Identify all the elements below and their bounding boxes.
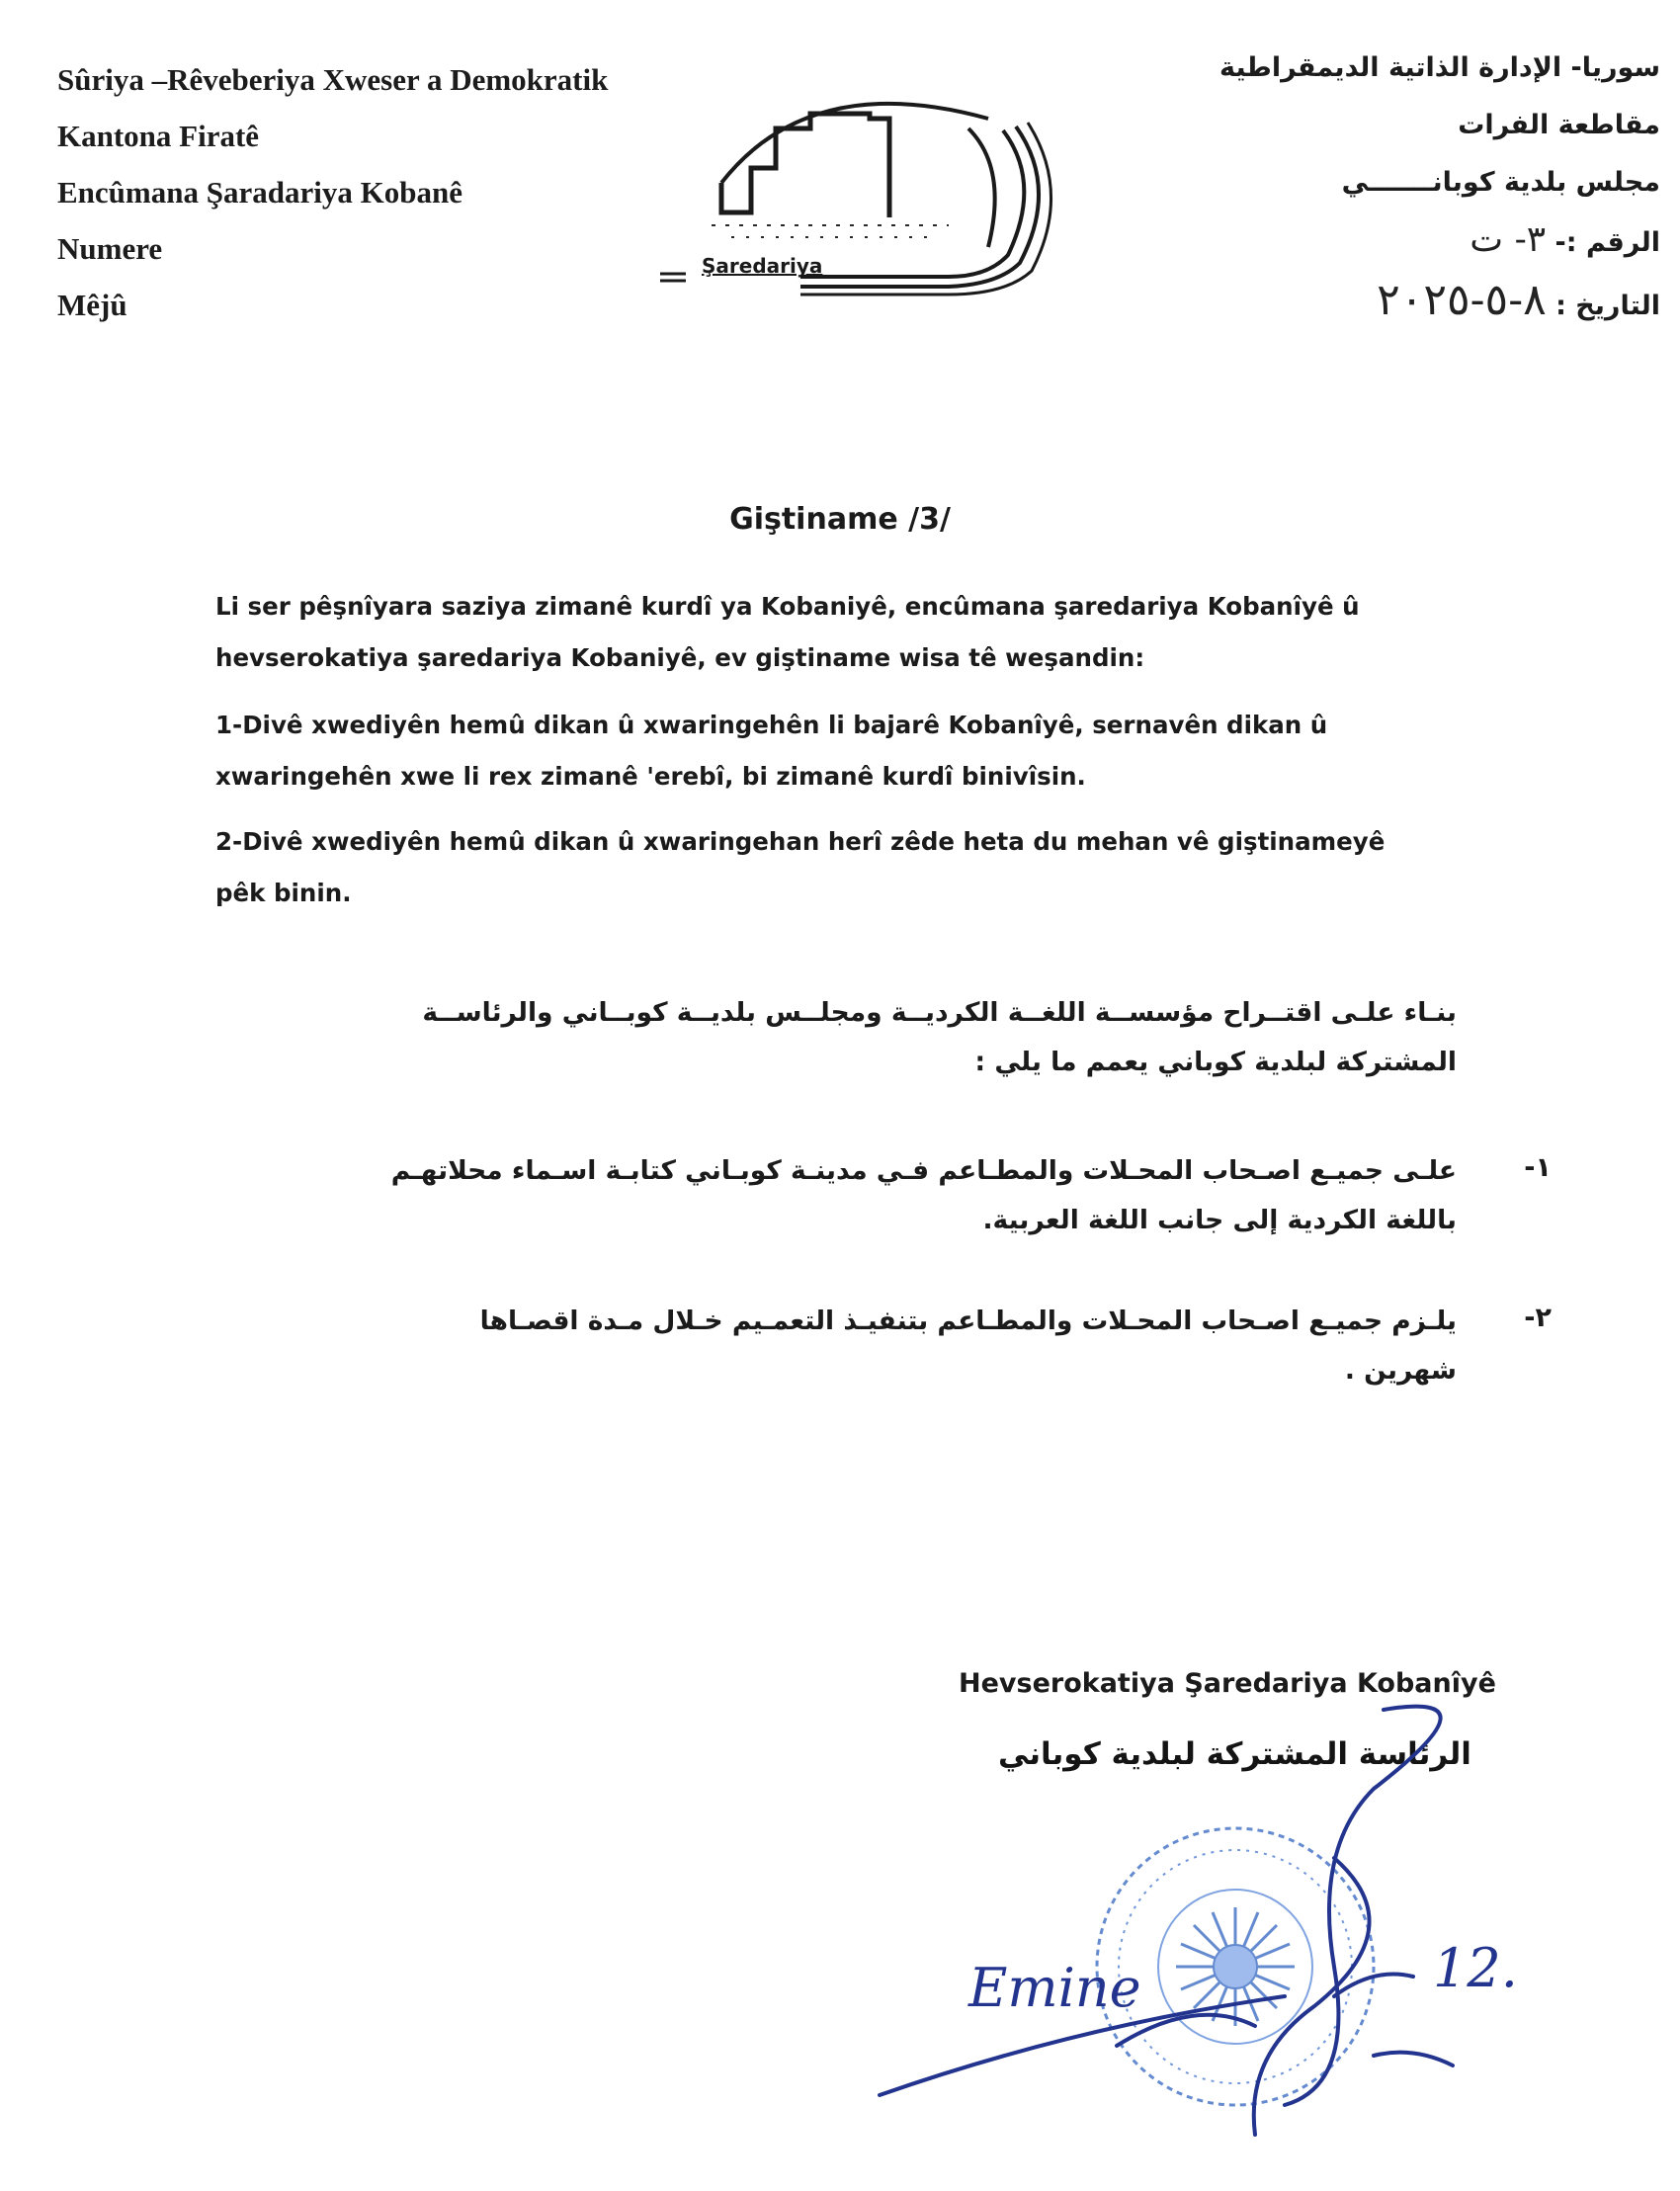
arabic-item-1 (192, 1146, 1457, 1245)
arabic-item2-line1: يلـزم جميـع اصـحاب المحـلات والمطـاعم بتنفيـذ التعمـيم خـلال مـدة اقصـاها (479, 1306, 1457, 1336)
header-right-country: سوريا- الإدارة الذاتية الديمقراطية (1219, 52, 1660, 83)
header-left-date-label: Mêjû (57, 288, 127, 322)
signature-title-kurdish: Hevserokatiya Şaredariya Kobanîyê (959, 1668, 1496, 1699)
kurdish-intro (215, 581, 1500, 684)
header-right-date-row (1107, 272, 1660, 335)
arabic-item1-line2: باللغة الكردية إلى جانب اللغة العربية. (982, 1205, 1457, 1235)
handwritten-name: Emine (968, 1957, 1141, 2019)
header-right-number-label: الرقم :- (1554, 227, 1660, 258)
kurdish-item2-line2: pêk binin. (215, 879, 352, 907)
kurdish-item2-line1: 2-Divê xwediyên hemû dikan û xwaringehan herî zêde heta du mehan vê giştinameyê (215, 827, 1386, 856)
kurdish-item1-line2: xwaringehên xwe li rex zimanê 'erebî, bi zimanê kurdî binivîsin. (215, 762, 1086, 791)
arabic-intro-line2: المشتركة لبلدية كوباني يعمم ما يلي : (974, 1047, 1457, 1077)
header-left-number-label: Numere (57, 231, 163, 266)
kurdish-intro-line2: hevserokatiya şaredariya Kobaniyê, ev giştiname wisa tê weşandin: (215, 643, 1145, 672)
header-right-number-row (1107, 211, 1660, 272)
header-left-canton: Kantona Firatê (57, 119, 260, 153)
arabic-item1-line1: علـى جميـع اصـحاب المحـلات والمطـاعم فـي مدينـة كوبـاني كتابـة اسـماء محلاتهـم (390, 1155, 1457, 1186)
header-right-council: مجلس بلدية كوبانـــــــي (1341, 167, 1660, 198)
header-right-date-value: ٨-٥-٢٠٢٥ (1377, 275, 1547, 325)
arabic-item1-number: ١- (1524, 1152, 1552, 1183)
kurdish-item-2 (215, 816, 1500, 919)
arabic-item-2 (192, 1297, 1457, 1395)
header-right-canton: مقاطعة الفرات (1458, 110, 1660, 140)
header-left-council: Encûmana Şaradariya Kobanê (57, 175, 462, 210)
kurdish-intro-line1: Li ser pêşnîyara saziya zimanê kurdî ya Kobaniyê, encûmana şaredariya Kobanîyê û (215, 592, 1360, 621)
municipality-logo (652, 89, 1077, 296)
arabic-intro (192, 988, 1457, 1087)
header-left-country: Sûriya –Rêveberiya Xweser a Demokratik (57, 62, 609, 97)
kurdish-item1-line1: 1-Divê xwediyên hemû dikan û xwaringehên li bajarê Kobanîyê, sernavên dikan û (215, 711, 1328, 739)
handwritten-mark: 12. (1433, 1937, 1518, 1999)
arabic-item2-number: ٢- (1524, 1303, 1552, 1333)
signature-title-arabic: الرئاسة المشتركة لبلدية كوباني (998, 1736, 1471, 1772)
circular-title: Giştiname /3/ (729, 502, 951, 537)
signature-icon (880, 1707, 1453, 2135)
header-right-date-label: التاريخ : (1555, 291, 1660, 321)
header-right-number-value: ٣- ت (1470, 219, 1547, 260)
logo-text: Şaredariya (702, 254, 823, 278)
header-left (57, 51, 749, 333)
arabic-intro-line1: بنـاء علـى اقتــراح مؤسســة اللغــة الكرديــة ومجلــس بلديــة كوبــاني والرئاســة (422, 997, 1457, 1028)
kurdish-item-1 (215, 700, 1500, 802)
stamp-and-signature (820, 1670, 1611, 2145)
arabic-item2-line2: شهرين . (1344, 1355, 1457, 1386)
header-right (1107, 40, 1660, 335)
